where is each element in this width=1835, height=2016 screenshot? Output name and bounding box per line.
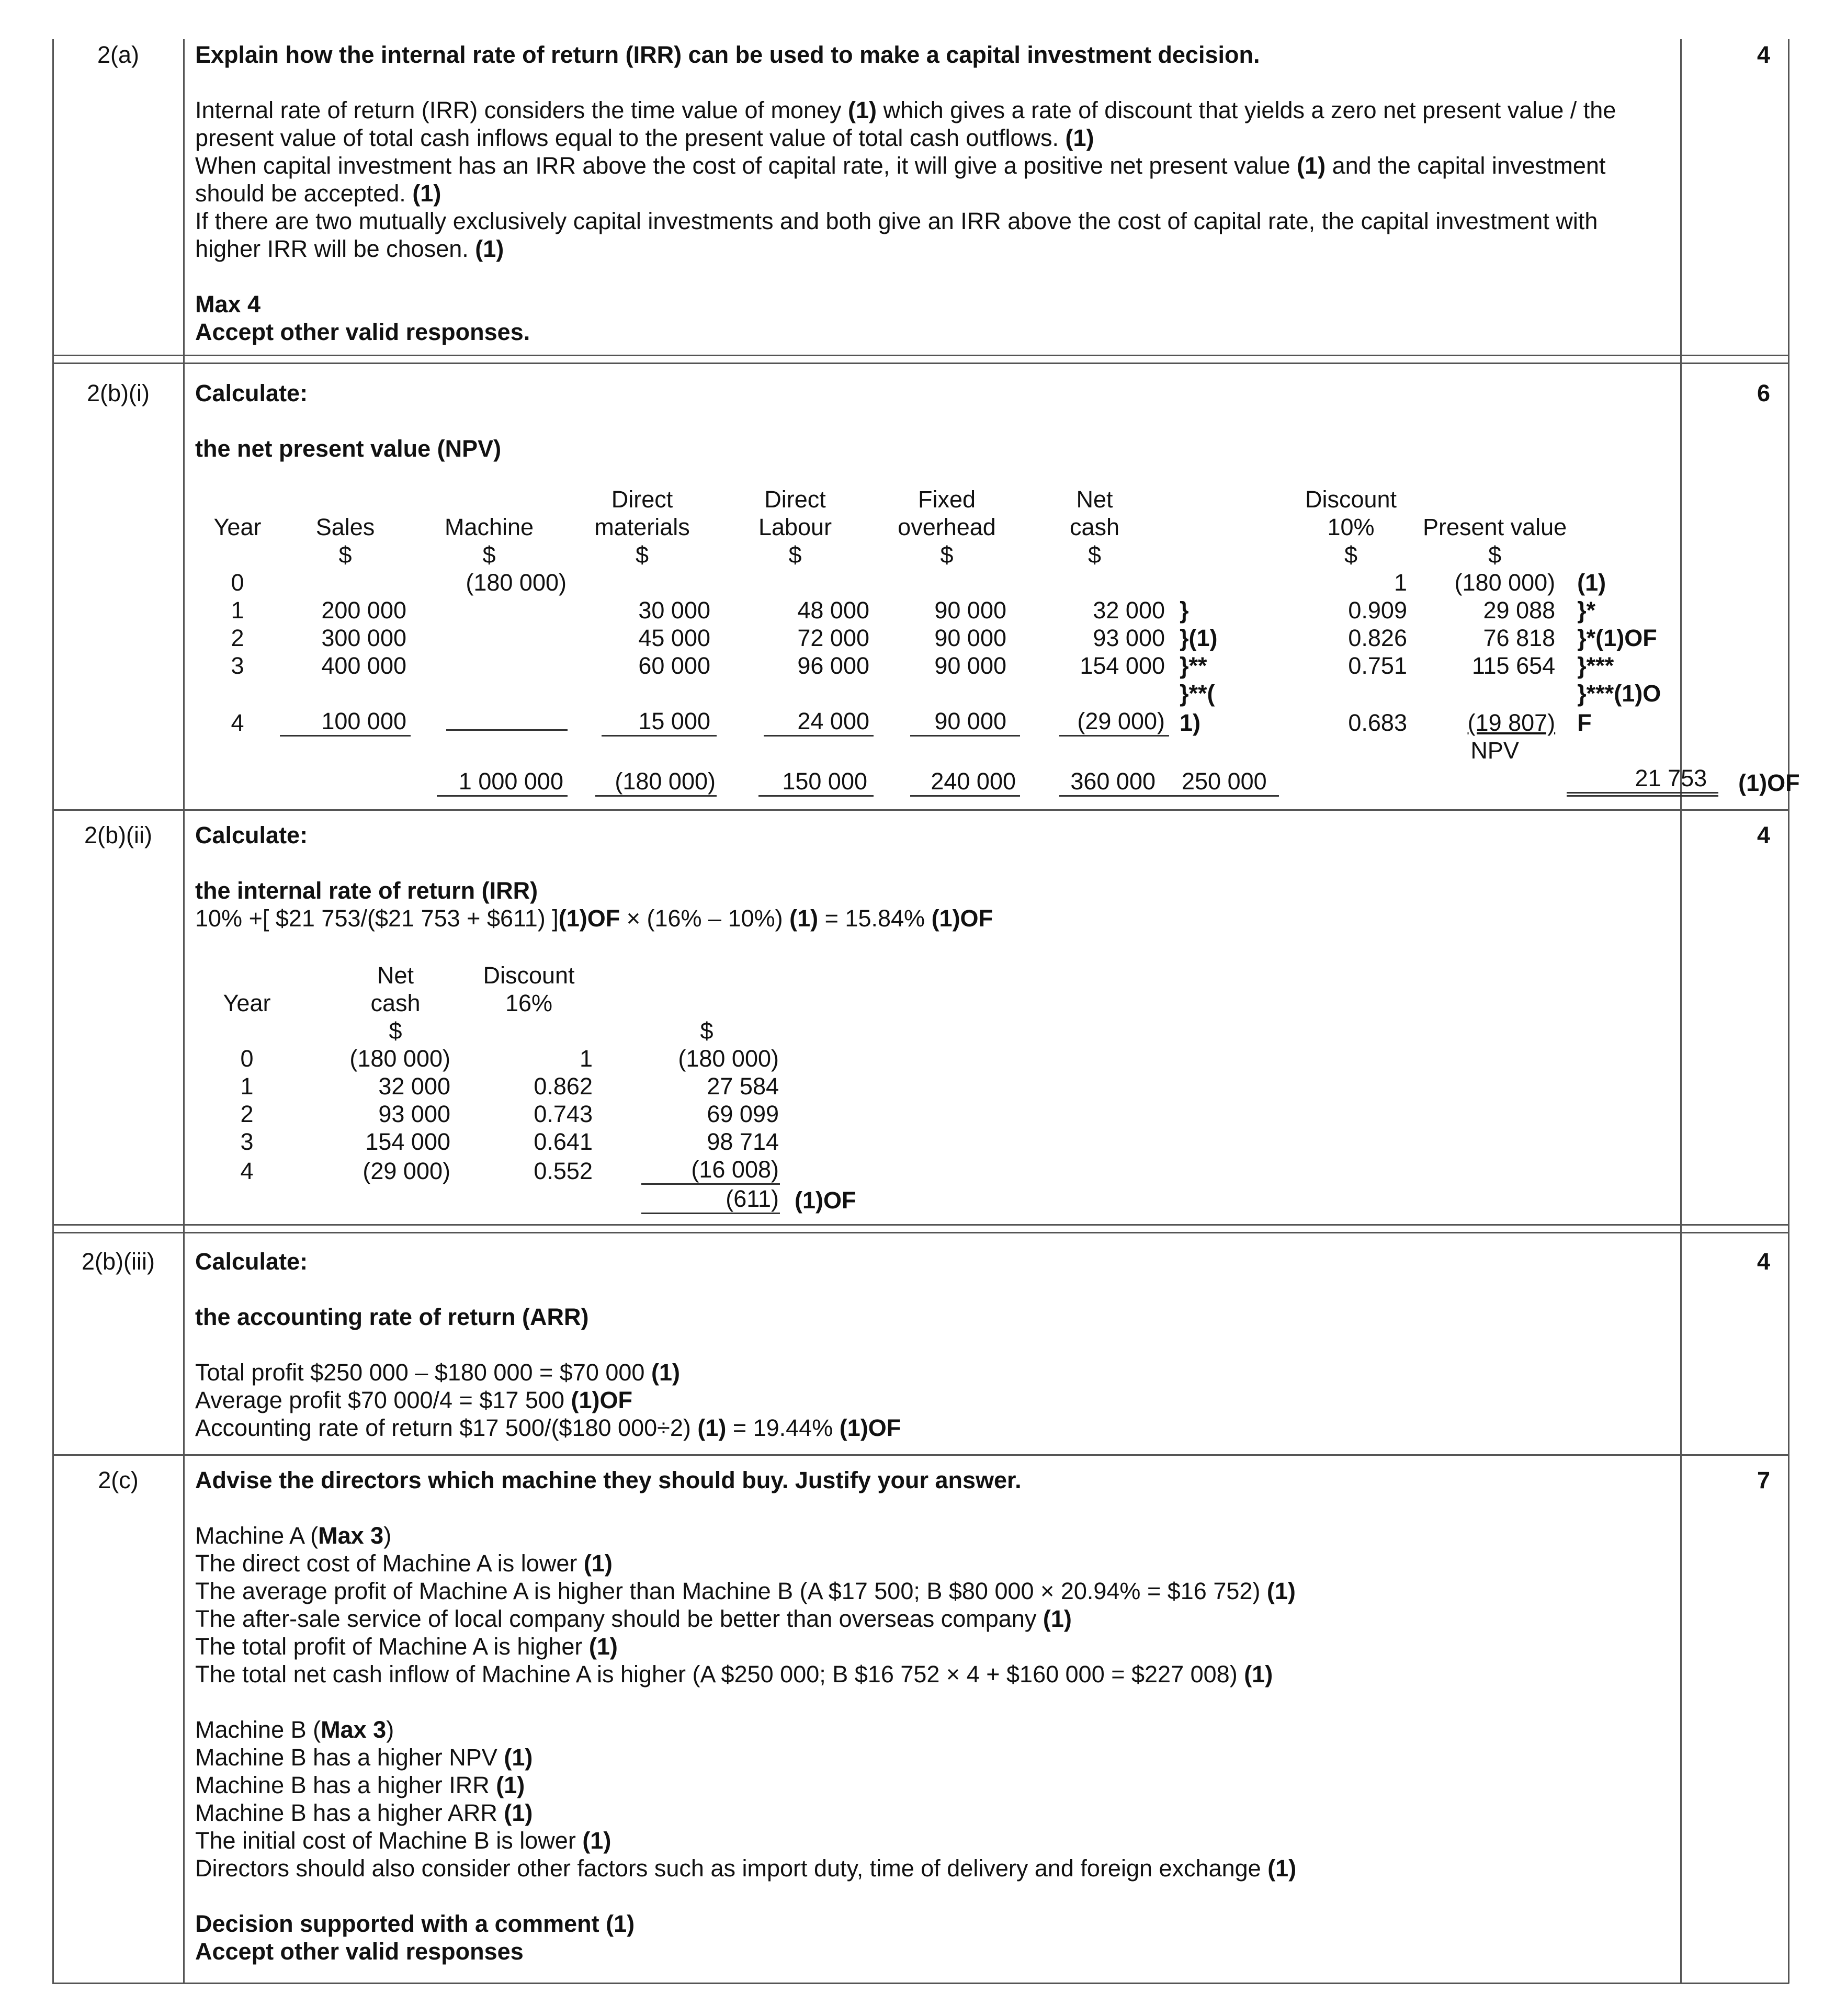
text-run: 10% +[ $21 753/($21 753 + $611) ]	[195, 905, 559, 932]
table-cell-net: 93 000	[1093, 625, 1165, 651]
text-run: Machine B has a higher NPV	[195, 1744, 504, 1771]
total-cell: 1 000 000	[280, 764, 568, 797]
irr-table	[195, 961, 885, 1214]
table-cell-year: 3	[240, 1128, 254, 1155]
table-cell-pv: 69 099	[707, 1101, 779, 1127]
text-run: The after-sale service of local company should be better than overseas company	[195, 1605, 1043, 1632]
subtitle: the accounting rate of return (ARR)	[195, 1304, 589, 1330]
table-row	[195, 1100, 885, 1128]
header-cell: $	[1344, 541, 1358, 568]
table-row	[195, 1128, 885, 1156]
text-run: (1)	[848, 97, 877, 123]
table-cell-pv: 76 818	[1483, 625, 1556, 651]
table-cell-disc: 0.743	[534, 1101, 593, 1127]
table-cell-dl: 72 000	[797, 625, 869, 651]
answer-line	[195, 152, 1670, 179]
table-header-row	[195, 513, 1800, 541]
text-run: (1)	[1065, 124, 1094, 151]
text-run: (1)	[1043, 1605, 1072, 1632]
header-cell: Present value	[1423, 514, 1567, 540]
table-cell-mark: }**	[1180, 652, 1207, 679]
table-cell-fo: 90 000	[910, 707, 1020, 737]
table-cell-sales: 400 000	[321, 652, 406, 679]
answer-line	[195, 207, 1670, 235]
text-run: Average profit $70 000/4 = $17 500	[195, 1387, 571, 1413]
marks: 6	[1757, 380, 1770, 406]
q2a-content	[195, 41, 1670, 346]
header-cell: Discount	[483, 962, 575, 989]
subtitle: the net present value (NPV)	[195, 435, 502, 462]
text-run: Total profit $250 000 – $180 000 = $70 000	[195, 1359, 651, 1386]
table-cell-year: 0	[240, 1045, 254, 1072]
text-run: Machine B has a higher ARR	[195, 1799, 504, 1826]
text-run: Machine B has a higher IRR	[195, 1772, 496, 1798]
table-cell-year: 0	[231, 569, 244, 596]
table-cell-dl: 24 000	[764, 707, 874, 737]
text-run: The total profit of Machine A is higher	[195, 1633, 589, 1660]
row-divider	[52, 363, 1789, 364]
text-run: Accounting rate of return $17 500/($180 000÷2)	[195, 1414, 698, 1441]
table-cell-pvmark: }*(1)OF	[1577, 625, 1657, 651]
table-row	[195, 1072, 885, 1100]
q2bi-content	[195, 379, 1670, 462]
table-cell-net: 93 000	[378, 1101, 450, 1127]
marks: 4	[1757, 41, 1770, 68]
header-cell: Net	[1076, 486, 1113, 513]
machine-b-points	[195, 1716, 1670, 1882]
answer-line	[195, 96, 1670, 124]
text-run: = 15.84%	[818, 905, 932, 932]
answer-line	[195, 1414, 1670, 1442]
text-run: )	[383, 1522, 392, 1549]
table-cell-mark: 1)	[1180, 709, 1201, 736]
header-cell: 10%	[1327, 514, 1375, 540]
header-cell: $	[1088, 541, 1102, 568]
table-cell-pvmark: }*	[1577, 597, 1596, 624]
subtitle: the internal rate of return (IRR)	[195, 877, 538, 904]
table-cell-mark: }(1)	[1180, 625, 1218, 651]
header-cell: cash	[1069, 514, 1120, 540]
table-cell-net: 154 000	[365, 1128, 450, 1155]
text-run: If there are two mutually exclusively capital investments and both give an IRR above the cost of capital rate, the capital investment with	[195, 208, 1598, 234]
table-row	[195, 679, 1800, 707]
q2biii-content	[195, 1248, 1670, 1442]
arr-lines	[195, 1358, 1670, 1442]
answer-line	[195, 179, 1670, 207]
marks: 4	[1757, 822, 1770, 848]
header-cell: Year	[213, 514, 262, 540]
answer-line	[195, 1549, 1670, 1577]
text-run: The total net cash inflow of Machine A is higher (A $250 000; B $16 752 × 4 + $160 000 = $227 008)	[195, 1661, 1244, 1687]
question-text: Advise the directors which machine they should buy. Justify your answer.	[195, 1467, 1022, 1493]
table-cell-pv: (180 000)	[1454, 569, 1556, 596]
table-row	[195, 707, 1800, 737]
table-cell-dl: 48 000	[797, 597, 869, 624]
table-cell-year: 4	[231, 709, 244, 736]
table-cell-fo: 90 000	[934, 625, 1006, 651]
table-cell-year: 4	[240, 1158, 254, 1184]
table-cell-disc: 0.826	[1348, 625, 1407, 651]
header-cell: $	[338, 541, 352, 568]
table-row	[195, 569, 1800, 596]
table-cell-year: 2	[231, 625, 244, 651]
header-cell: 16%	[505, 990, 553, 1016]
table-cell-year: 3	[231, 652, 244, 679]
answer-line	[195, 1660, 1670, 1688]
table-cell-pvmark: }***(1)O	[1577, 680, 1661, 707]
npv-table	[195, 485, 1800, 797]
table-cell-net: 32 000	[378, 1073, 450, 1100]
table-header-row	[195, 1017, 885, 1045]
table-cell-net: 154 000	[1080, 652, 1165, 679]
table-row	[195, 596, 1800, 624]
text-run: (1)	[697, 1414, 727, 1441]
text-run: higher IRR will be chosen.	[195, 235, 475, 262]
total-cell: (180 000)	[595, 767, 717, 797]
text-run: × (16% – 10%)	[620, 905, 790, 932]
table-cell-net: (180 000)	[349, 1045, 450, 1072]
table-cell-dm: 15 000	[602, 707, 717, 737]
table-cell-pv: 98 714	[707, 1128, 779, 1155]
text-run: The direct cost of Machine A is lower	[195, 1550, 584, 1577]
total-cell: 150 000	[758, 767, 874, 797]
text-run: (1)	[1266, 1578, 1296, 1604]
table-cell-mark: }	[1180, 597, 1189, 624]
table-header-row	[195, 961, 885, 989]
table-cell-disc: 0.641	[534, 1128, 593, 1155]
npv-total: 21 753	[1567, 764, 1718, 797]
answer-line	[195, 235, 1670, 263]
table-row	[195, 624, 1800, 652]
text-run: (1)	[504, 1799, 533, 1826]
row-divider	[52, 1224, 1789, 1226]
header-cell: Fixed	[918, 486, 976, 513]
text-run: (1)	[582, 1827, 611, 1854]
header-cell: Net	[377, 962, 414, 989]
table-row	[195, 1045, 885, 1072]
answer-line	[195, 1522, 1670, 1549]
answer-line	[195, 1633, 1670, 1660]
text-run: Max 3	[321, 1716, 387, 1743]
text-run: )	[386, 1716, 394, 1743]
header-cell: $	[1488, 541, 1502, 568]
row-divider	[52, 355, 1789, 356]
text-run: (1)OF	[931, 905, 993, 932]
text-run: Machine A (	[195, 1522, 319, 1549]
totals-row	[195, 764, 1800, 797]
text-run: = 19.44%	[726, 1414, 840, 1441]
irr-total-mark: (1)OF	[795, 1187, 856, 1214]
irr-formula	[195, 904, 1670, 932]
table-cell-year: 2	[240, 1101, 254, 1127]
text-run: (1)	[588, 1633, 618, 1660]
total-cell: 240 000	[910, 767, 1020, 797]
table-cell-dm: 60 000	[638, 652, 710, 679]
table-cell-sales: 100 000	[280, 707, 411, 737]
header-cell: Labour	[758, 514, 832, 540]
text-run: Max 3	[318, 1522, 384, 1549]
row-divider	[52, 1232, 1789, 1233]
question-number: 2(b)(iii)	[82, 1248, 155, 1275]
answer-line	[195, 1771, 1670, 1799]
table-cell-machine: (180 000)	[466, 569, 567, 596]
table-cell-year: 1	[231, 597, 244, 624]
table-cell-net: (29 000)	[1059, 707, 1169, 737]
table-cell-dm: 45 000	[638, 625, 710, 651]
table-right-border	[1788, 39, 1789, 1984]
table-cell-machine	[446, 729, 568, 731]
text-run: (1)	[412, 180, 441, 207]
header-cell: $	[700, 1017, 713, 1044]
table-cell-mark: }**(	[1180, 680, 1215, 707]
text-run: (1)	[496, 1772, 525, 1798]
header-cell: Sales	[315, 514, 375, 540]
q2c-content	[195, 1466, 1670, 1965]
header-cell: $	[788, 541, 802, 568]
total-cell: 360 000	[1059, 767, 1169, 797]
text-run: The average profit of Machine A is higher than Machine B (A $17 500; B $80 000 × 20.94% = $16 752)	[195, 1578, 1267, 1604]
table-cell-dl: 96 000	[797, 652, 869, 679]
text-run: (1)	[1297, 152, 1326, 179]
table-cell-disc: 0.683	[1348, 709, 1407, 736]
answer-line	[195, 1716, 1670, 1743]
total-cell: 250 000	[1169, 767, 1279, 797]
answer-line	[195, 1605, 1670, 1633]
table-cell-year: 1	[240, 1073, 254, 1100]
table-header-row	[195, 541, 1800, 569]
text-run: and the capital investment	[1326, 152, 1606, 179]
question-number: 2(b)(i)	[87, 380, 150, 406]
table-cell-pv: (16 008)	[641, 1156, 780, 1185]
header-cell: Direct	[611, 486, 673, 513]
table-cell-net: 32 000	[1093, 597, 1165, 624]
table-cell-pv: (180 000)	[678, 1045, 779, 1072]
header-cell: $	[389, 1017, 402, 1044]
row-divider	[52, 1454, 1789, 1456]
text-run: Internal rate of return (IRR) considers the time value of money	[195, 97, 848, 123]
table-header-row	[195, 989, 885, 1017]
text-run: Machine B (	[195, 1716, 321, 1743]
header-cell: $	[482, 541, 496, 568]
header-cell: $	[940, 541, 954, 568]
text-run: (1)	[1267, 1855, 1297, 1882]
table-cell-disc: 0.909	[1348, 597, 1407, 624]
table-cell-disc: 0.552	[534, 1158, 593, 1184]
table-cell-disc: 1	[1394, 569, 1407, 596]
answer-line	[195, 1386, 1670, 1414]
irr-total: (611)	[641, 1185, 780, 1214]
decision-note: Decision supported with a comment (1)	[195, 1910, 635, 1937]
header-cell: $	[635, 541, 649, 568]
table-cell-pv: 29 088	[1483, 597, 1556, 624]
table-row	[195, 652, 1800, 679]
text-run: (1)OF	[839, 1414, 901, 1441]
table-cell-pvmark: F	[1577, 709, 1592, 736]
header-cell: cash	[370, 990, 421, 1016]
table-cell-disc: 0.751	[1348, 652, 1407, 679]
answer-line	[195, 1577, 1670, 1605]
question-text: Explain how the internal rate of return (IRR) can be used to make a capital investment decision.	[195, 41, 1260, 68]
table-cell-pv: (19 807)	[1467, 709, 1556, 736]
text-run: should be accepted.	[195, 180, 413, 207]
text-run: (1)	[504, 1744, 533, 1771]
text-run: (1)OF	[571, 1387, 632, 1413]
q2bii-content	[195, 821, 1670, 932]
table-header-row	[195, 485, 1800, 513]
text-run: (1)	[1244, 1661, 1273, 1687]
table-cell-fo: 90 000	[934, 652, 1006, 679]
row-divider	[52, 1983, 1789, 1984]
table-cell-pvmark: }***	[1577, 652, 1614, 679]
npv-label-row	[195, 737, 1800, 764]
calculate-label: Calculate:	[195, 822, 308, 848]
question-number: 2(c)	[98, 1467, 139, 1493]
header-cell: materials	[594, 514, 690, 540]
text-run: Directors should also consider other factors such as import duty, time of delivery and foreign exchange	[195, 1855, 1268, 1882]
text-run: When capital investment has an IRR above the cost of capital rate, it will give a positive net present value	[195, 152, 1297, 179]
header-cell: Machine	[444, 514, 534, 540]
table-row	[195, 1156, 885, 1185]
table-cell-disc: 0.862	[534, 1073, 593, 1100]
header-cell: overhead	[898, 514, 996, 540]
table-cell-sales: 300 000	[321, 625, 406, 651]
accept-note: Accept other valid responses	[195, 1938, 524, 1965]
table-cell-pv: 115 654	[1471, 652, 1556, 679]
answer-line	[195, 1799, 1670, 1827]
npv-mark: (1)OF	[1738, 769, 1800, 796]
table-cell-disc: 1	[579, 1045, 593, 1072]
calculate-label: Calculate:	[195, 1248, 308, 1275]
irr-total-row	[195, 1185, 885, 1214]
calculate-label: Calculate:	[195, 380, 308, 406]
answer-line	[195, 1743, 1670, 1771]
table-cell-pvmark: (1)	[1577, 569, 1606, 596]
answer-lines	[195, 96, 1670, 263]
text-run: (1)	[583, 1550, 613, 1577]
table-cell-pv: 27 584	[707, 1073, 779, 1100]
table-left-border	[52, 39, 54, 1984]
table-cell-dm: 30 000	[638, 597, 710, 624]
header-cell: Direct	[764, 486, 826, 513]
npv-label: NPV	[1470, 737, 1519, 764]
text-run: The initial cost of Machine B is lower	[195, 1827, 583, 1854]
text-run: (1)	[651, 1359, 680, 1386]
answer-line	[195, 1358, 1670, 1386]
answer-line	[195, 1854, 1670, 1882]
marks-column-divider	[1680, 39, 1682, 1984]
text-run: present value of total cash inflows equal to the present value of total cash outflows.	[195, 124, 1066, 151]
accept-note: Accept other valid responses.	[195, 319, 530, 345]
row-divider	[52, 809, 1789, 811]
answer-line	[195, 124, 1670, 152]
machine-a-points	[195, 1522, 1670, 1688]
header-cell: Discount	[1305, 486, 1397, 513]
marks: 7	[1757, 1467, 1770, 1493]
header-cell: Year	[223, 990, 271, 1016]
max-marks-note: Max 4	[195, 291, 261, 318]
text-run: which gives a rate of discount that yields a zero net present value / the	[877, 97, 1616, 123]
table-cell-sales: 200 000	[321, 597, 406, 624]
question-column-divider	[183, 39, 185, 1984]
answer-line	[195, 1827, 1670, 1854]
question-number: 2(b)(ii)	[84, 822, 152, 848]
question-number: 2(a)	[97, 41, 140, 68]
text-run: (1)	[789, 905, 819, 932]
table-cell-net: (29 000)	[363, 1158, 450, 1184]
marks: 4	[1757, 1248, 1770, 1275]
text-run: (1)	[475, 235, 504, 262]
table-cell-fo: 90 000	[934, 597, 1006, 624]
text-run: (1)OF	[558, 905, 620, 932]
